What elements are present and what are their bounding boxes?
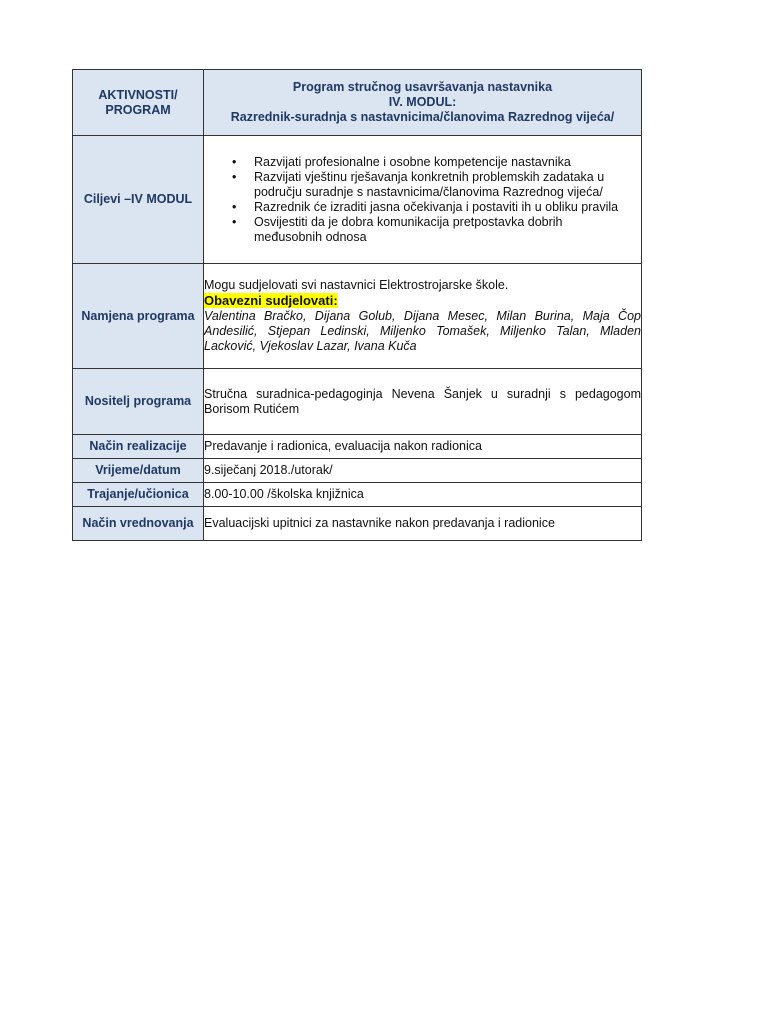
- header-row: [73, 70, 642, 136]
- nacin-realizacije-label: Način realizacije: [73, 435, 204, 459]
- nositelj-row: [73, 369, 642, 435]
- mandatory-label: Obavezni sudjelovati:: [204, 293, 338, 308]
- goal-item: • Razvijati vještinu rješavanja konkretnih problemskih zadataka u području suradnje s nastavnicima/članovima Razrednog vijeća/: [254, 170, 641, 200]
- namjena-row: [73, 264, 642, 369]
- namjena-cell: [204, 264, 642, 369]
- header-label-cell: [73, 70, 204, 136]
- goal-item: • Osvijestiti da je dobra komunikacija pretpostavka dobrih međusobnih odnosa: [254, 215, 641, 245]
- program-title: Program stručnog usavršavanja nastavnika: [292, 80, 553, 94]
- goals-list: [204, 155, 641, 245]
- vrijeme-label: Vrijeme/datum: [73, 459, 204, 483]
- nositelj-value: Stručna suradnica-pedagoginja Nevena Šanjek u suradnji s pedagogom Borisom Rutićem: [204, 369, 642, 435]
- goal-item: • Razvijati profesionalne i osobne kompetencije nastavnika: [254, 155, 641, 170]
- vrednovanje-row: [73, 507, 642, 541]
- mandatory-label-wrap: [204, 293, 641, 309]
- vrijeme-value: 9.siječanj 2018./utorak/: [204, 459, 642, 483]
- vrednovanje-value: Evaluacijski upitnici za nastavnike nakon predavanja i radionice: [204, 507, 642, 541]
- nositelj-label: Nositelj programa: [73, 369, 204, 435]
- header-label-line1: AKTIVNOSTI/: [98, 87, 178, 102]
- namjena-intro: Mogu sudjelovati svi nastavnici Elektrostrojarske škole.: [204, 278, 509, 292]
- vrijeme-row: [73, 459, 642, 483]
- module-title: IV. MODUL:: [388, 95, 457, 109]
- trajanje-row: [73, 483, 642, 507]
- vrednovanje-label: Način vrednovanja: [73, 507, 204, 541]
- namjena-label: Namjena programa: [73, 264, 204, 369]
- ciljevi-cell: [204, 136, 642, 264]
- trajanje-label: Trajanje/učionica: [73, 483, 204, 507]
- ciljevi-label: Ciljevi –IV MODUL: [73, 136, 204, 264]
- goal-item: • Razrednik će izraditi jasna očekivanja i postaviti ih u obliku pravila: [254, 200, 641, 215]
- nacin-realizacije-row: [73, 435, 642, 459]
- header-title-cell: [204, 70, 642, 136]
- participants-list: Valentina Bračko, Dijana Golub, Dijana Mesec, Milan Burina, Maja Čop Andesilić, Stjepan Ledinski, Miljenko Tomašek, Miljenko Talan, Mladen Lacković, Vjekoslav Lazar, Ivana Kuča: [204, 309, 641, 353]
- program-table: [72, 69, 642, 541]
- nacin-realizacije-value: Predavanje i radionica, evaluacija nakon radionica: [204, 435, 642, 459]
- trajanje-value: 8.00-10.00 /školska knjižnica: [204, 483, 642, 507]
- module-subtitle: Razrednik-suradnja s nastavnicima/članovima Razrednog vijeća/: [230, 110, 615, 124]
- header-label-line2: PROGRAM: [105, 102, 171, 117]
- ciljevi-row: [73, 136, 642, 264]
